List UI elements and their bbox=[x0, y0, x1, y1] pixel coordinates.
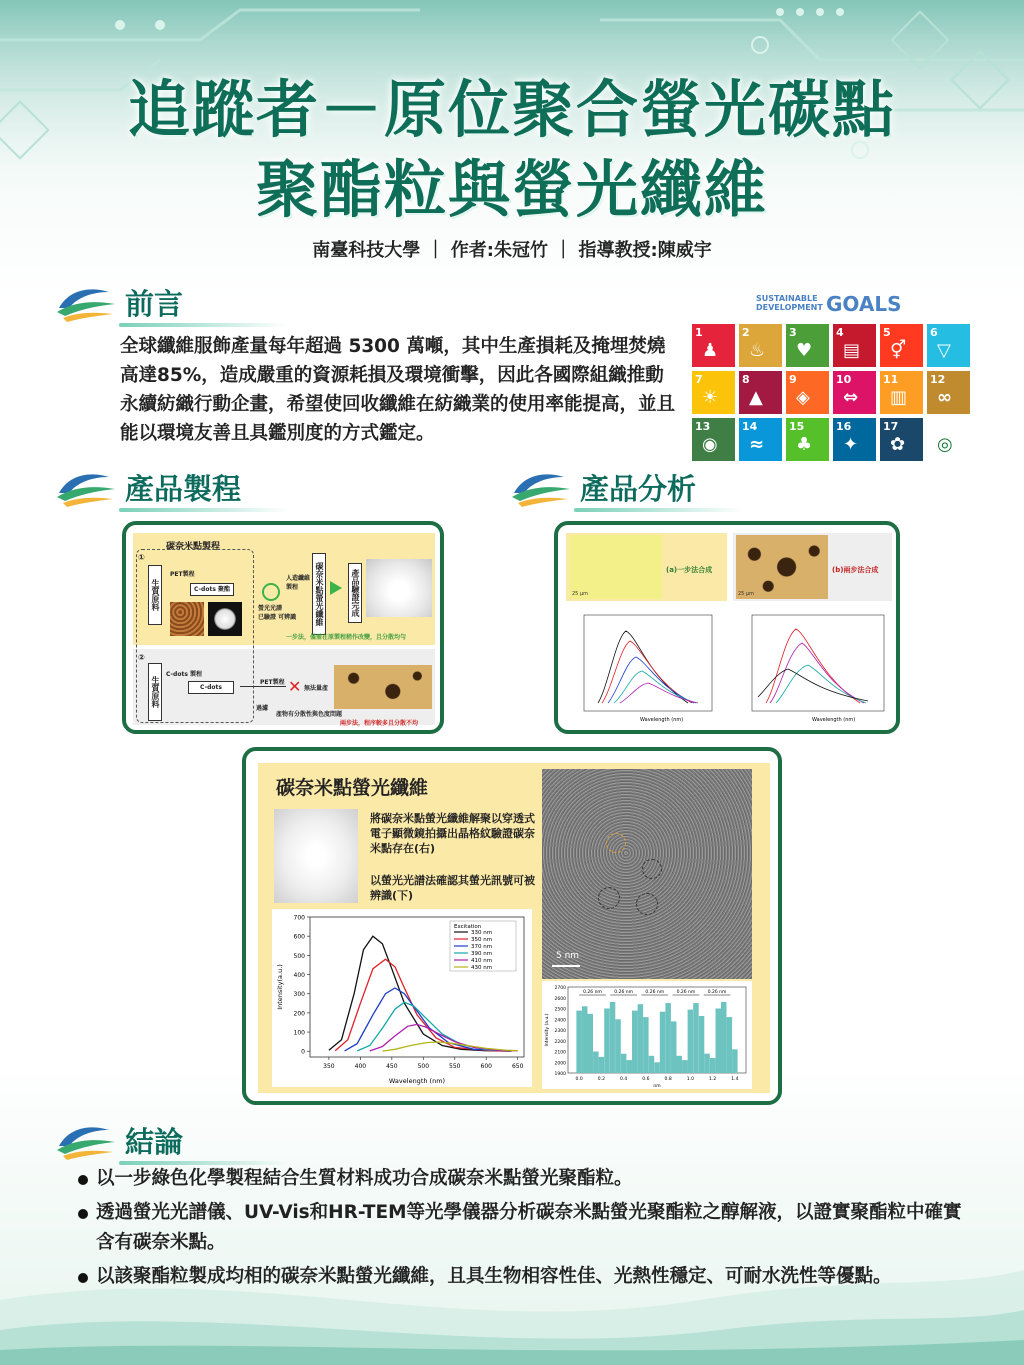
row2-micrograph bbox=[334, 665, 432, 709]
sdg-tile-number: 9 bbox=[789, 373, 797, 386]
y-tick-label: 2000 bbox=[554, 1061, 566, 1067]
sdg-goal-icon: ▥ bbox=[890, 387, 908, 408]
profile-bar bbox=[688, 1010, 694, 1073]
row1-done-box: 產品驗證完成 bbox=[348, 563, 362, 623]
row2-source-box: 生質原料 bbox=[148, 663, 162, 721]
row1-number: ① bbox=[138, 553, 145, 562]
sdg-header-text bbox=[756, 294, 823, 312]
x-tick-label: 400 bbox=[354, 1063, 367, 1070]
y-tick-label: 2400 bbox=[554, 1018, 566, 1024]
analysis-b-scale: 25 μm bbox=[738, 591, 755, 597]
y-tick-label: 2700 bbox=[554, 986, 566, 991]
sdg-goal-icon: ⇔ bbox=[843, 387, 859, 408]
sdg-tile-5 bbox=[880, 324, 923, 367]
profile-bar bbox=[716, 1009, 722, 1074]
profile-bar bbox=[621, 1054, 627, 1073]
pellet-photo-brown bbox=[170, 602, 204, 636]
sdg-tile-1 bbox=[692, 324, 735, 367]
row2-number: ② bbox=[138, 653, 145, 662]
profile-bar bbox=[588, 1014, 594, 1073]
fluorescence-spectrum-chart bbox=[272, 909, 532, 1087]
sdg-tile-logo bbox=[927, 418, 970, 461]
intro-heading-text: 前言 bbox=[125, 282, 183, 323]
pellet-photo-white bbox=[208, 602, 242, 636]
sdg-tile-number: 2 bbox=[742, 326, 750, 339]
spacing-label: 0.26 nm bbox=[583, 990, 602, 995]
row2-filter-label: 過濾 bbox=[256, 705, 269, 712]
legend-label: 410 nm bbox=[471, 958, 493, 964]
row2-cdots-label: C-dots 製程 bbox=[166, 671, 202, 678]
sdg-tile-8 bbox=[739, 371, 782, 414]
sdg-goal-icon: ☀ bbox=[702, 387, 719, 408]
sdg-tile-14 bbox=[739, 418, 782, 461]
x-tick-label: 650 bbox=[511, 1063, 524, 1070]
conclusion-item: 以該聚酯粒製成均相的碳奈米點螢光纖維，且具生物相容性佳、光熱性穩定、可耐水洗性等優點。 bbox=[78, 1262, 968, 1292]
x-tick-label: 550 bbox=[449, 1063, 461, 1070]
section-swoosh-icon bbox=[510, 467, 572, 507]
x-tick-label: 0.6 bbox=[642, 1077, 650, 1082]
y-tick-label: 400 bbox=[293, 972, 305, 980]
legend-label: 370 nm bbox=[471, 944, 493, 950]
row2-cdots-box: C-dots bbox=[188, 681, 234, 694]
y-tick-label: 300 bbox=[293, 991, 305, 999]
sdg-goal-icon: ≈ bbox=[749, 434, 765, 455]
analysis-a-scale: 25 μm bbox=[572, 591, 589, 597]
process-diagram-title: 碳奈米點製程 bbox=[166, 542, 221, 552]
sdg-goal-icon: ♨ bbox=[749, 340, 766, 361]
sdg-goal-icon: ♣ bbox=[796, 434, 813, 455]
sdg-tile-number: 14 bbox=[742, 420, 758, 433]
y-tick-label: 700 bbox=[293, 914, 305, 922]
profile-bar bbox=[671, 1021, 677, 1073]
x-tick-label: 0.4 bbox=[620, 1077, 628, 1082]
conclusion-item: 透過螢光光譜儀、UV-Vis和HR-TEM等光學儀器分析碳奈米點螢光聚酯粒之醇解液，以證實聚酯粒中確實含有碳奈米點。 bbox=[78, 1198, 968, 1258]
tem-image bbox=[542, 769, 752, 979]
fiber-panel bbox=[242, 747, 782, 1105]
intro-heading bbox=[55, 280, 183, 324]
legend-label: 350 nm bbox=[471, 937, 493, 943]
x-tick-label: 350 bbox=[323, 1063, 335, 1070]
y-tick-label: 500 bbox=[293, 952, 305, 960]
sdg-tile-number: 12 bbox=[930, 373, 946, 386]
x-tick-label: 1.4 bbox=[731, 1077, 739, 1082]
y-tick-label: 1900 bbox=[554, 1072, 566, 1077]
spacing-label: 0.26 nm bbox=[707, 990, 727, 995]
profile-bar bbox=[721, 1002, 727, 1073]
conclusion-heading bbox=[55, 1118, 183, 1162]
profile-bar bbox=[593, 1052, 599, 1074]
profile-bar bbox=[677, 1056, 683, 1073]
fiber-desc-2: 以螢光光譜法確認其螢光訊號可被辨識(下) bbox=[370, 874, 535, 902]
profile-bar bbox=[582, 1006, 588, 1073]
sdg-goals-graphic bbox=[688, 290, 964, 465]
row1-pet-label: PET製程 bbox=[170, 571, 195, 578]
sdg-tile-3 bbox=[786, 324, 829, 367]
page-title-line-2: 聚酯粒與螢光纖維 bbox=[255, 153, 768, 226]
sdg-tile-16 bbox=[833, 418, 876, 461]
lattice-profile-chart bbox=[542, 981, 752, 1089]
x-tick-label: 1.0 bbox=[686, 1077, 694, 1082]
sdg-tile-12 bbox=[927, 371, 970, 414]
y-axis-label: Intensity (a.u.) bbox=[545, 1013, 550, 1047]
sdg-goals-word: GOALS bbox=[826, 292, 902, 316]
profile-bar bbox=[643, 1017, 649, 1073]
row1-cdots-box: C-dots 聚酯 bbox=[190, 583, 234, 596]
sdg-goal-icon: ♟ bbox=[702, 340, 719, 361]
row1-green-circle-icon bbox=[262, 583, 280, 601]
profile-bar bbox=[649, 1056, 655, 1073]
sdg-tile-13 bbox=[692, 418, 735, 461]
sdg-goal-icon: ▤ bbox=[843, 340, 861, 361]
thumb-xlabel-b: Wavelength (nm) bbox=[812, 717, 856, 723]
fiber-title: 碳奈米點螢光纖維 bbox=[276, 777, 429, 799]
profile-bar bbox=[638, 1004, 644, 1073]
sdg-tile-4 bbox=[833, 324, 876, 367]
analysis-b-spectrum-thumb bbox=[736, 607, 892, 725]
sdg-goal-icon: ✿ bbox=[890, 434, 906, 455]
analysis-heading bbox=[510, 465, 696, 509]
row1-note: 一步法，僅需在原製程稍作改變，且分散均勻 bbox=[286, 634, 407, 641]
sdg-goal-icon: ◈ bbox=[796, 387, 810, 408]
sdg-tile-number: 1 bbox=[695, 326, 703, 339]
y-tick-label: 100 bbox=[293, 1029, 305, 1037]
analysis-heading-text: 產品分析 bbox=[580, 467, 696, 508]
sdg-tile-6 bbox=[927, 324, 970, 367]
fail-x-icon: ✕ bbox=[288, 677, 302, 696]
y-tick-label: 2600 bbox=[554, 996, 566, 1002]
sdg-tile-number: 10 bbox=[836, 373, 852, 386]
profile-bar bbox=[632, 1011, 638, 1073]
sdg-goal-icon: ◉ bbox=[702, 434, 718, 455]
process-diagram-panel bbox=[122, 521, 444, 734]
sdg-tile-15 bbox=[786, 418, 829, 461]
analysis-panel bbox=[554, 521, 900, 734]
legend-title: Excitation bbox=[454, 924, 482, 930]
sdg-goal-icon: ∞ bbox=[937, 387, 952, 408]
profile-bar bbox=[727, 1017, 733, 1073]
profile-bar bbox=[604, 1009, 610, 1074]
sdg-tile-number: 6 bbox=[930, 326, 938, 339]
legend-label: 330 nm bbox=[471, 930, 493, 936]
analysis-a-micrograph bbox=[570, 535, 662, 599]
legend-label: 390 nm bbox=[471, 951, 493, 957]
row1-source-box: 生質原料 bbox=[148, 565, 162, 625]
sdg-tile-number: 5 bbox=[883, 326, 891, 339]
sdg-tile-number: 13 bbox=[695, 420, 711, 433]
section-swoosh-icon bbox=[55, 467, 117, 507]
profile-bar bbox=[682, 1060, 688, 1073]
sdg-tile-grid bbox=[692, 324, 970, 461]
spacing-label: 0.26 nm bbox=[645, 990, 665, 995]
sdg-goal-icon: ▲ bbox=[749, 387, 763, 408]
y-tick-label: 200 bbox=[293, 1010, 305, 1018]
profile-bar bbox=[654, 1062, 660, 1073]
profile-bar bbox=[610, 1002, 616, 1073]
thumb-xlabel-a: Wavelength (nm) bbox=[640, 717, 684, 723]
sdg-tile-9 bbox=[786, 371, 829, 414]
profile-bar bbox=[699, 1016, 705, 1073]
sdg-tile-7 bbox=[692, 371, 735, 414]
x-tick-label: 0.2 bbox=[597, 1077, 605, 1082]
tem-dot-marker bbox=[606, 833, 626, 853]
sdg-tile-number: 16 bbox=[836, 420, 852, 433]
x-tick-label: 450 bbox=[386, 1063, 398, 1070]
sdg-tile-11 bbox=[880, 371, 923, 414]
process-heading-text: 產品製程 bbox=[125, 467, 241, 508]
profile-bar bbox=[599, 1057, 605, 1073]
section-swoosh-icon bbox=[55, 1120, 117, 1160]
legend-label: 430 nm bbox=[471, 965, 493, 971]
sdg-tile-2 bbox=[739, 324, 782, 367]
conclusion-heading-text: 結論 bbox=[125, 1120, 183, 1161]
y-tick-label: 2500 bbox=[554, 1007, 566, 1013]
sdg-header-line1: SUSTAINABLE bbox=[756, 294, 818, 303]
fiber-photo bbox=[366, 559, 432, 617]
row1-fiber-label: 人造纖維製程 bbox=[286, 575, 311, 591]
conclusion-item: 以一步綠色化學製程結合生質材料成功合成碳奈米點螢光聚酯粒。 bbox=[78, 1164, 968, 1194]
y-tick-label: 600 bbox=[293, 933, 305, 941]
author-byline: 南臺科技大學 ｜ 作者:朱冠竹 ｜ 指導教授:陳威宇 bbox=[312, 240, 712, 261]
x-tick-label: 500 bbox=[417, 1063, 430, 1070]
x-tick-label: 1.2 bbox=[709, 1077, 717, 1082]
sdg-goal-icon: ✦ bbox=[843, 434, 859, 455]
x-tick-label: 0.0 bbox=[575, 1077, 583, 1082]
profile-bar bbox=[665, 1003, 671, 1073]
sdg-goal-icon: ▽ bbox=[937, 340, 951, 361]
sdg-tile-number: 8 bbox=[742, 373, 750, 386]
x-tick-label: 0.8 bbox=[664, 1077, 672, 1082]
sdg-goal-icon: ♥ bbox=[796, 340, 813, 361]
sdg-tile-number: 15 bbox=[789, 420, 805, 433]
tem-scale-label: 5 nm bbox=[556, 951, 580, 961]
analysis-a-spectrum-thumb bbox=[568, 607, 718, 725]
sdg-goal-icon: ◎ bbox=[937, 434, 953, 455]
y-axis-label: Intensity(a.u.) bbox=[276, 964, 284, 1010]
row2-fail-label: 無法量產 bbox=[304, 685, 329, 692]
profile-bar bbox=[615, 1019, 621, 1073]
profile-bar bbox=[704, 1054, 710, 1073]
y-tick-label: 2200 bbox=[554, 1039, 566, 1045]
sdg-goal-icon: ⚥ bbox=[890, 340, 907, 361]
process-heading bbox=[55, 465, 241, 509]
row2-issue: 產物有分散性與色度問題 bbox=[276, 711, 343, 718]
analysis-b-micrograph bbox=[736, 535, 828, 599]
x-tick-label: 600 bbox=[480, 1063, 492, 1070]
sdg-tile-number: 17 bbox=[883, 420, 899, 433]
y-tick-label: 2300 bbox=[554, 1029, 566, 1034]
sdg-tile-number: 7 bbox=[695, 373, 703, 386]
sdg-tile-number: 3 bbox=[789, 326, 797, 339]
sdg-tile-number: 4 bbox=[836, 326, 844, 339]
sdg-header-line2: DEVELOPMENT bbox=[756, 303, 823, 312]
spacing-label: 0.26 nm bbox=[614, 990, 633, 995]
row2-pet-label: PET製程 bbox=[260, 679, 285, 686]
spacing-label: 0.26 nm bbox=[676, 990, 696, 995]
tem-dot-marker bbox=[636, 893, 658, 915]
sdg-tile-17 bbox=[880, 418, 923, 461]
row1-cdots-fiber-box: 碳奈米點螢光纖維 bbox=[312, 553, 326, 635]
row1-arrow-icon bbox=[330, 581, 342, 595]
y-tick-label: 0 bbox=[301, 1048, 305, 1056]
analysis-a-label: (a)一步法合成 bbox=[666, 566, 713, 574]
y-tick-label: 2100 bbox=[554, 1050, 566, 1056]
profile-bar bbox=[660, 1012, 666, 1073]
tem-scale-bar bbox=[552, 965, 580, 967]
conclusion-list bbox=[78, 1164, 968, 1296]
profile-bar bbox=[576, 1011, 582, 1073]
tem-dot-marker bbox=[642, 859, 662, 879]
analysis-b-label: (b)兩步法合成 bbox=[832, 566, 879, 574]
row2-connector bbox=[240, 686, 286, 687]
row1-spectrum-label: 螢光光譜 已驗證 可辨識 bbox=[258, 605, 297, 621]
row2-note: 兩步法，程序較多且分散不均 bbox=[340, 720, 419, 727]
x-axis-label: Wavelength (nm) bbox=[388, 1077, 446, 1085]
profile-bar bbox=[732, 1049, 738, 1073]
intro-paragraph: 全球纖維服飾產量每年超過 5300 萬噸，其中生產損耗及掩埋焚燒高達85%，造成嚴重的資源耗損及環境衝擊，因此各國際組織推動永續紡織行動企畫，希望使回收纖維在紡織業的使用率能提高，並且能以環境友善且具鑑別度的方式鑑定。 bbox=[120, 336, 676, 444]
fiber-photo-white bbox=[274, 809, 358, 903]
fiber-desc-1: 將碳奈米點螢光纖維解聚以穿透式電子顯微鏡拍攝出晶格紋驗證碳奈米點存在(右) bbox=[370, 812, 535, 855]
tem-dot-marker bbox=[598, 887, 620, 909]
profile-bar bbox=[693, 1003, 699, 1073]
page-title-line-1: 追蹤者－原位聚合螢光碳點 bbox=[127, 73, 896, 146]
sdg-tile-10 bbox=[833, 371, 876, 414]
x-axis-label: nm bbox=[653, 1084, 661, 1089]
sdg-tile-number: 11 bbox=[883, 373, 899, 386]
profile-bar bbox=[627, 1060, 633, 1073]
profile-bar bbox=[710, 1058, 716, 1073]
section-swoosh-icon bbox=[55, 282, 117, 322]
